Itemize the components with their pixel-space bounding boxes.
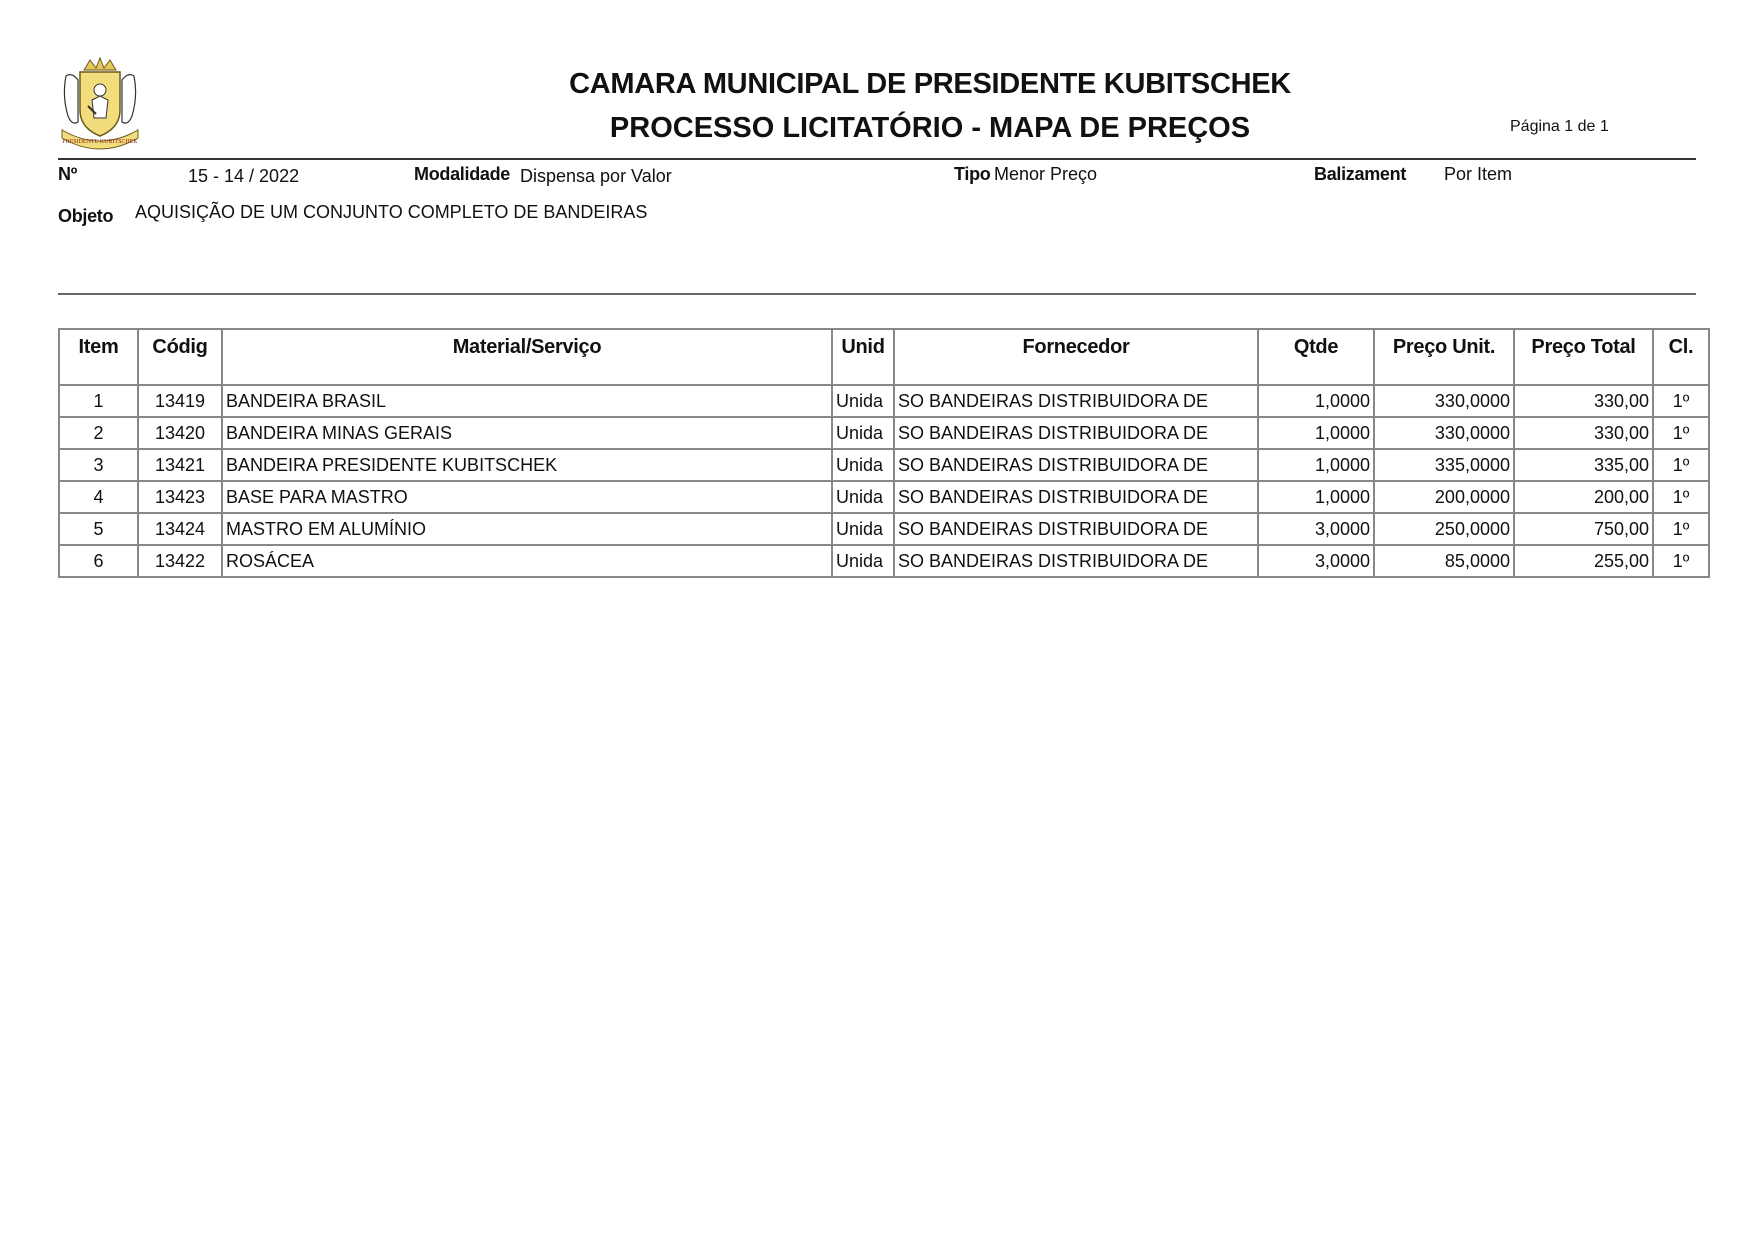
cell-material: BANDEIRA MINAS GERAIS <box>222 417 832 449</box>
cell-classificacao: 1º <box>1653 449 1709 481</box>
cell-fornecedor: SO BANDEIRAS DISTRIBUIDORA DE <box>894 417 1258 449</box>
cell-codigo: 13424 <box>138 513 222 545</box>
cell-preco-total: 200,00 <box>1514 481 1653 513</box>
tipo-value: Menor Preço <box>994 164 1098 184</box>
cell-classificacao: 1º <box>1653 545 1709 577</box>
cell-qtde: 1,0000 <box>1258 481 1374 513</box>
cell-fornecedor: SO BANDEIRAS DISTRIBUIDORA DE <box>894 513 1258 545</box>
cell-unid: Unida <box>832 545 894 577</box>
table-row <box>59 449 1709 481</box>
numero-label: Nº <box>58 164 77 184</box>
numero-value: 15 - 14 / 2022 <box>188 166 300 186</box>
col-header-preco-unit: Preço Unit. <box>1374 329 1514 385</box>
col-header-item: Item <box>59 329 138 385</box>
cell-unid: Unida <box>832 449 894 481</box>
logo-ribbon-text: PRESIDENTE KUBITSCHEK <box>62 139 138 145</box>
col-header-preco-total: Preço Total <box>1514 329 1653 385</box>
table-header-row <box>59 329 1709 385</box>
cell-classificacao: 1º <box>1653 513 1709 545</box>
cell-item: 5 <box>59 513 138 545</box>
col-header-classificacao: Cl. <box>1653 329 1709 385</box>
modalidade-label: Modalidade <box>414 164 511 184</box>
cell-preco-total: 255,00 <box>1514 545 1653 577</box>
cell-codigo: 13422 <box>138 545 222 577</box>
cell-preco-unit: 200,0000 <box>1374 481 1514 513</box>
cell-unid: Unida <box>832 513 894 545</box>
table-row <box>59 481 1709 513</box>
cell-codigo: 13419 <box>138 385 222 417</box>
document-subtitle: PROCESSO LICITATÓRIO - MAPA DE PREÇOS <box>609 112 1251 144</box>
page-indicator: Página 1 de 1 <box>1510 118 1609 135</box>
cell-preco-total: 330,00 <box>1514 385 1653 417</box>
col-header-qtde: Qtde <box>1258 329 1374 385</box>
cell-qtde: 1,0000 <box>1258 417 1374 449</box>
col-header-material: Material/Serviço <box>222 329 832 385</box>
balizamento-label: Balizament <box>1314 164 1407 184</box>
cell-unid: Unida <box>832 385 894 417</box>
col-header-unid: Unid <box>832 329 894 385</box>
cell-unid: Unida <box>832 481 894 513</box>
cell-item: 3 <box>59 449 138 481</box>
cell-unid: Unida <box>832 417 894 449</box>
section-divider <box>58 293 1696 295</box>
col-header-codigo: Códig <box>138 329 222 385</box>
balizamento-value: Por Item <box>1444 164 1513 184</box>
cell-material: MASTRO EM ALUMÍNIO <box>222 513 832 545</box>
cell-classificacao: 1º <box>1653 385 1709 417</box>
cell-material: BASE PARA MASTRO <box>222 481 832 513</box>
cell-preco-unit: 330,0000 <box>1374 385 1514 417</box>
header-divider <box>58 158 1696 160</box>
cell-preco-total: 750,00 <box>1514 513 1653 545</box>
cell-preco-unit: 335,0000 <box>1374 449 1514 481</box>
cell-fornecedor: SO BANDEIRAS DISTRIBUIDORA DE <box>894 385 1258 417</box>
cell-qtde: 1,0000 <box>1258 385 1374 417</box>
cell-preco-unit: 330,0000 <box>1374 417 1514 449</box>
cell-codigo: 13423 <box>138 481 222 513</box>
objeto-value: AQUISIÇÃO DE UM CONJUNTO COMPLETO DE BANDEIRAS <box>135 202 648 222</box>
table-row <box>59 513 1709 545</box>
cell-material: ROSÁCEA <box>222 545 832 577</box>
cell-fornecedor: SO BANDEIRAS DISTRIBUIDORA DE <box>894 545 1258 577</box>
cell-classificacao: 1º <box>1653 417 1709 449</box>
cell-codigo: 13420 <box>138 417 222 449</box>
table-row <box>59 385 1709 417</box>
cell-preco-unit: 85,0000 <box>1374 545 1514 577</box>
cell-fornecedor: SO BANDEIRAS DISTRIBUIDORA DE <box>894 481 1258 513</box>
cell-preco-total: 330,00 <box>1514 417 1653 449</box>
table-row <box>59 545 1709 577</box>
objeto-label: Objeto <box>58 206 114 226</box>
tipo-label: Tipo <box>954 164 991 184</box>
cell-item: 1 <box>59 385 138 417</box>
cell-classificacao: 1º <box>1653 481 1709 513</box>
cell-codigo: 13421 <box>138 449 222 481</box>
cell-material: BANDEIRA PRESIDENTE KUBITSCHEK <box>222 449 832 481</box>
table-row <box>59 417 1709 449</box>
cell-preco-total: 335,00 <box>1514 449 1653 481</box>
price-map-table <box>58 328 1710 578</box>
municipal-coat-of-arms-logo <box>58 56 142 152</box>
cell-qtde: 3,0000 <box>1258 545 1374 577</box>
cell-item: 2 <box>59 417 138 449</box>
document-title: CAMARA MUNICIPAL DE PRESIDENTE KUBITSCHEK <box>569 68 1291 100</box>
cell-fornecedor: SO BANDEIRAS DISTRIBUIDORA DE <box>894 449 1258 481</box>
cell-item: 6 <box>59 545 138 577</box>
cell-preco-unit: 250,0000 <box>1374 513 1514 545</box>
cell-material: BANDEIRA BRASIL <box>222 385 832 417</box>
cell-item: 4 <box>59 481 138 513</box>
cell-qtde: 3,0000 <box>1258 513 1374 545</box>
cell-qtde: 1,0000 <box>1258 449 1374 481</box>
modalidade-value: Dispensa por Valor <box>520 166 672 186</box>
col-header-fornecedor: Fornecedor <box>894 329 1258 385</box>
